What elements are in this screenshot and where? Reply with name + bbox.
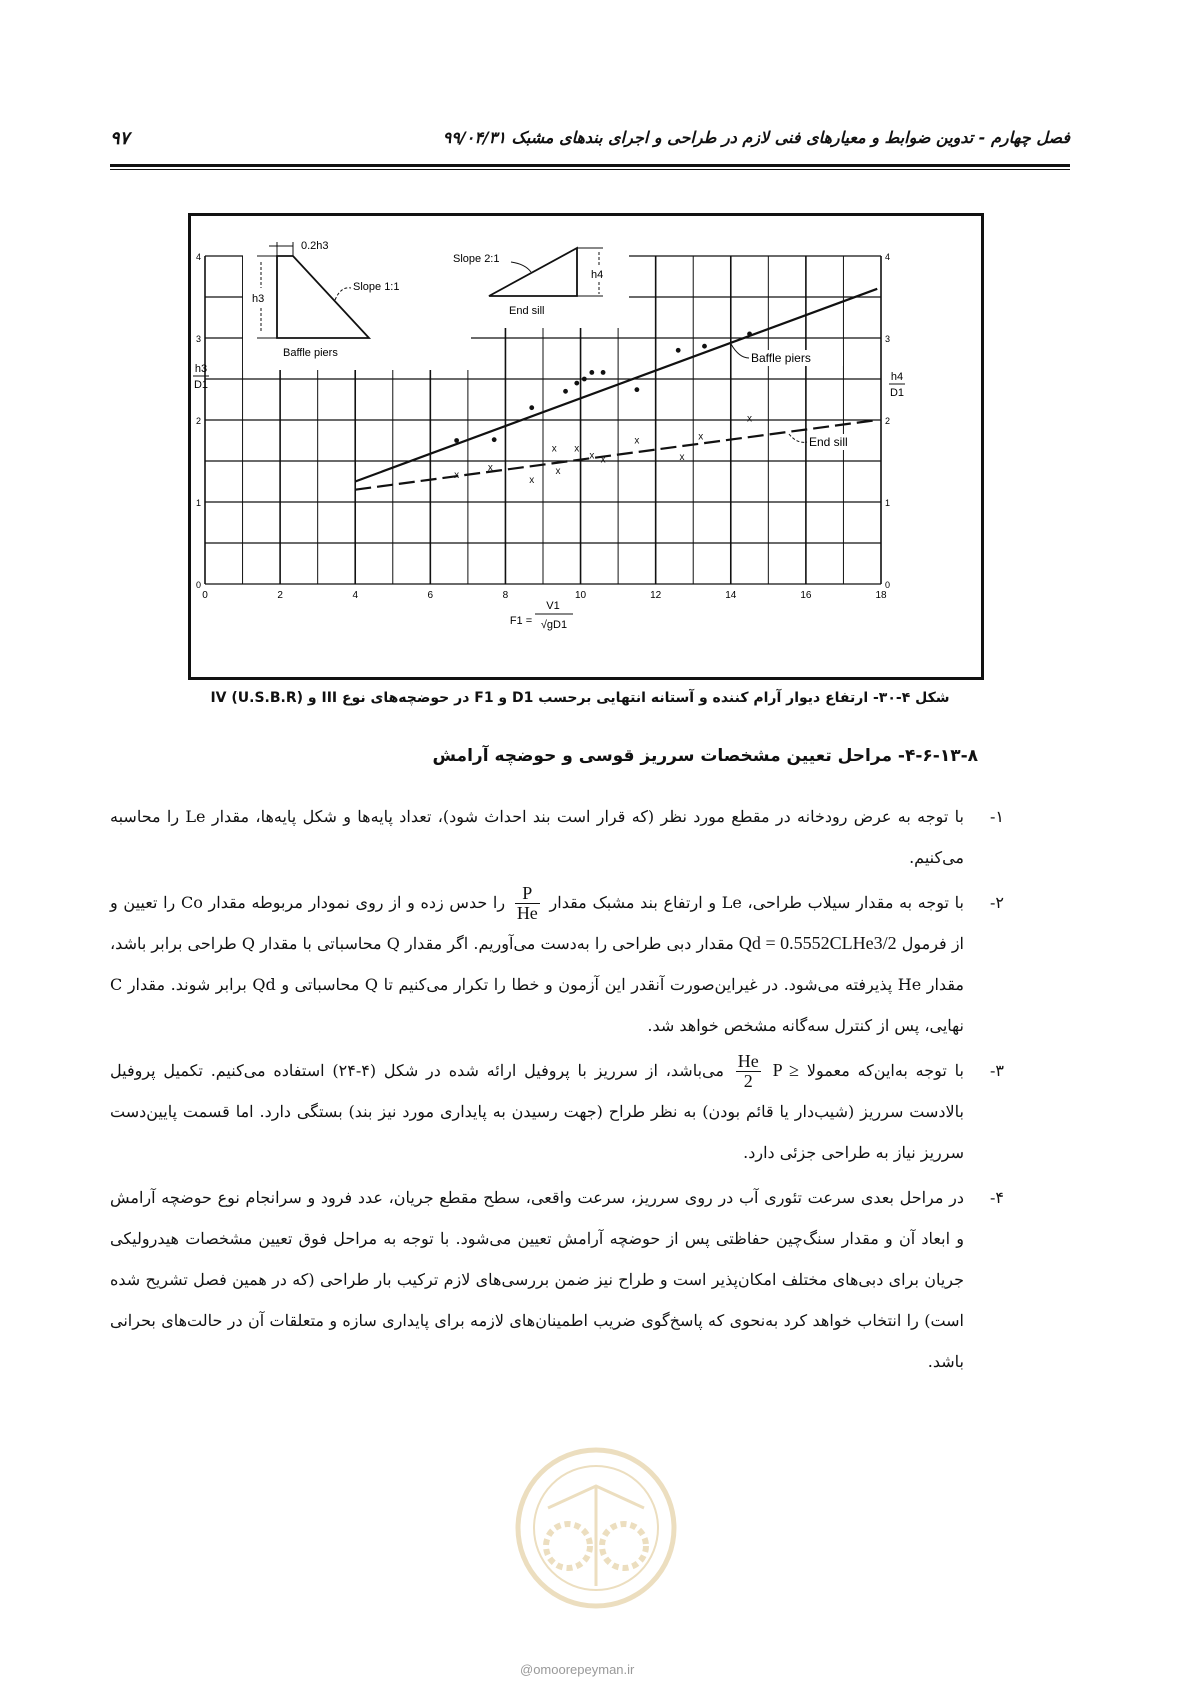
point-end-sill: x [529, 474, 535, 486]
inset-sill-dim: h4 [591, 269, 604, 281]
fraction-denominator: He [516, 903, 538, 923]
y-tick-label-left: 2 [195, 416, 201, 426]
point-baffle-piers [582, 377, 587, 382]
y-right-label-den: D1 [889, 387, 905, 399]
list-item [110, 1050, 1004, 1173]
item-number: ۳- [990, 1061, 1004, 1080]
x-tick-label: 2 [277, 590, 283, 601]
page-number: ۹۷ [110, 128, 130, 149]
inset-baffle-name: Baffle piers [283, 347, 338, 359]
x-tick-label: 12 [650, 590, 662, 601]
list-item [110, 882, 1004, 1046]
point-end-sill: x [551, 443, 557, 455]
item-text: مقدار دبی طراحی را به‌دست می‌آوریم. اگر مقدار Q محاسباتی با مقدار Q طراحی برابر باشد، مقدار He پذیرفته می‌شود. در غیراین‌صورت آنقدر این آزمون و خطا را تکرار می‌کنیم تا Q محاسباتی و Qd برابر شوند. مقدار C نهایی، پس از کنترل سه‌گانه مشخص خواهد شد. [110, 934, 964, 1035]
figure-caption: شکل ۴-۳۰- ارتفاع دیوار آرام کننده و آستانه انتهایی برحسب D1 و F1 در حوضچه‌های نوع III و IV (U.S.B.R) [210, 690, 950, 706]
page-header [110, 128, 1070, 168]
point-baffle-piers [634, 387, 639, 392]
header-rule-thin [110, 169, 1070, 170]
list-item [110, 1177, 1004, 1382]
fraction-numerator: He [737, 1051, 759, 1072]
x-label-num: V1 [546, 600, 560, 612]
item-text: با توجه به عرض رودخانه در مقطع مورد نظر (که قرار است بند احداث شود)، تعداد پایه‌ها و شکل پایه‌ها، مقدار Le را محاسبه می‌کنیم. [110, 807, 965, 867]
point-end-sill: x [555, 465, 561, 477]
body-text [110, 796, 1004, 1386]
x-tick-label: 14 [725, 590, 737, 601]
inset-baffle-dim-top: 0.2h3 [301, 240, 329, 252]
label-sill-line: End sill [809, 435, 848, 449]
x-tick-label: 6 [427, 590, 434, 601]
fraction-denominator: 2 [743, 1071, 753, 1091]
x-tick-label: 4 [352, 590, 359, 601]
item-text: را حدس زده و از روی نمودار مربوطه مقدار Co را تعیین و از فرمول [110, 893, 964, 953]
point-end-sill: x [698, 431, 704, 443]
x-tick-label: 0 [202, 590, 208, 601]
item-text: با توجه به‌این‌که معمولا [806, 1061, 964, 1080]
point-end-sill: x [634, 435, 640, 447]
point-baffle-piers [563, 389, 568, 394]
item-number: ۲- [990, 893, 1004, 912]
y-tick-label-left: 4 [195, 252, 201, 262]
point-baffle-piers [702, 344, 707, 349]
point-baffle-piers [492, 437, 497, 442]
y-tick-label-right: 2 [885, 416, 891, 426]
fraction-numerator: P [515, 884, 540, 904]
header-rule [110, 164, 1070, 167]
point-baffle-piers [676, 348, 681, 353]
discharge-formula: Qd = 0.5552CLHe3/2 [738, 933, 897, 953]
y-left-label-num: h3 [194, 363, 208, 375]
inset-sill-slope: Slope 2:1 [453, 253, 500, 265]
inset-baffle-slope: Slope 1:1 [353, 281, 400, 293]
y-tick-label-right: 3 [885, 334, 891, 344]
list-item [110, 796, 1004, 878]
point-end-sill: x [600, 454, 606, 466]
fraction-p-over-he [515, 884, 540, 923]
y-tick-label-left: 3 [195, 334, 201, 344]
x-tick-label: 16 [800, 590, 812, 601]
point-baffle-piers [601, 370, 606, 375]
item-text: با توجه به مقدار سیلاب طراحی، Le و ارتفاع بند مشبک مقدار [549, 893, 965, 912]
item-text: در مراحل بعدی سرعت تئوری آب در روی سرریز، سرعت واقعی، سطح مقطع جریان، عدد فرود و سرانجام نوع حوضچه آرامش و ابعاد آن و مقدار سنگ‌چین حفاظتی پس از حوضچه آرامش تعیین می‌شود. با توجه به مراحل فوق تعیین مشخصات هیدرولیکی جریان برای دبی‌های مختلف امکان‌پذیر است و طراح نیز ضمن بررسی‌های لازم ترکیب بار طراحی (که در همین فصل تشریح شده است) را انتخاب خواهد کرد به‌نحوی که پاسخ‌گوی ضریب اطمینان‌های لازمه برای پایداری سازه و متعلقات آن در حالت‌های بحرانی باشد. [110, 1188, 965, 1371]
inset-end-sill [449, 244, 629, 328]
watermark-seal [508, 1416, 684, 1646]
x-tick-label: 10 [574, 590, 587, 601]
inequality-lhs: P ≥ [772, 1060, 800, 1080]
x-label-den: √gD1 [540, 619, 568, 631]
point-end-sill: x [487, 462, 493, 474]
running-title: فصل چهارم - تدوین ضوابط و معیارهای فنی لازم در طراحی و اجرای بندهای مشبک ۹۹/۰۴/۳۱ [442, 128, 1070, 147]
point-baffle-piers [574, 381, 579, 386]
point-end-sill: x [574, 443, 580, 455]
figure-frame [188, 213, 984, 680]
item-text: می‌باشد، از سرریز با پروفیل ارائه شده در شکل (۴-۲۴) استفاده می‌کنیم. تکمیل پروفیل بالادست سرریز (شیب‌دار یا قائم بودن) به نظر طراح (جهت رسیدن به پایداری مورد نیز بند) بستگی دارد. اما قسمت پایین‌دست سرریز نیاز به طراحی جزئی دارد. [110, 1061, 964, 1162]
x-tick-label: 18 [875, 590, 887, 601]
inset-sill-name: End sill [509, 305, 545, 317]
point-baffle-piers [454, 438, 459, 443]
watermark-site: @omoorepeyman.ir [520, 1662, 635, 1677]
fraction-he-over-2 [736, 1052, 761, 1091]
point-end-sill: x [679, 451, 685, 463]
y-tick-label-left: 0 [195, 580, 201, 590]
inset-baffle-pier [243, 240, 471, 370]
y-tick-label-right: 1 [885, 498, 891, 508]
point-end-sill: x [589, 450, 595, 462]
inset-baffle-dim-side: h3 [252, 293, 265, 305]
y-tick-label-right: 4 [885, 252, 891, 262]
fit-line-end-sill [355, 420, 877, 490]
y-tick-label-left: 1 [195, 498, 201, 508]
point-end-sill: x [747, 413, 753, 425]
label-baffle-line: Baffle piers [751, 351, 811, 365]
section-heading: ۴-۶-۱۳-۸- مراحل تعیین مشخصات سرریز قوسی و حوضچه آرامش [432, 746, 978, 766]
item-number: ۴- [990, 1188, 1004, 1207]
x-label-lhs: F1 = [509, 615, 533, 627]
chart [191, 216, 981, 677]
point-baffle-piers [589, 370, 594, 375]
x-tick-label: 8 [502, 590, 509, 601]
y-tick-label-right: 0 [885, 580, 891, 590]
y-right-label-num: h4 [890, 371, 904, 383]
item-number: ۱- [990, 807, 1004, 826]
point-baffle-piers [529, 405, 534, 410]
data-points [454, 332, 752, 486]
point-end-sill: x [454, 469, 460, 481]
point-baffle-piers [747, 332, 752, 337]
y-left-label-den: D1 [193, 379, 209, 391]
